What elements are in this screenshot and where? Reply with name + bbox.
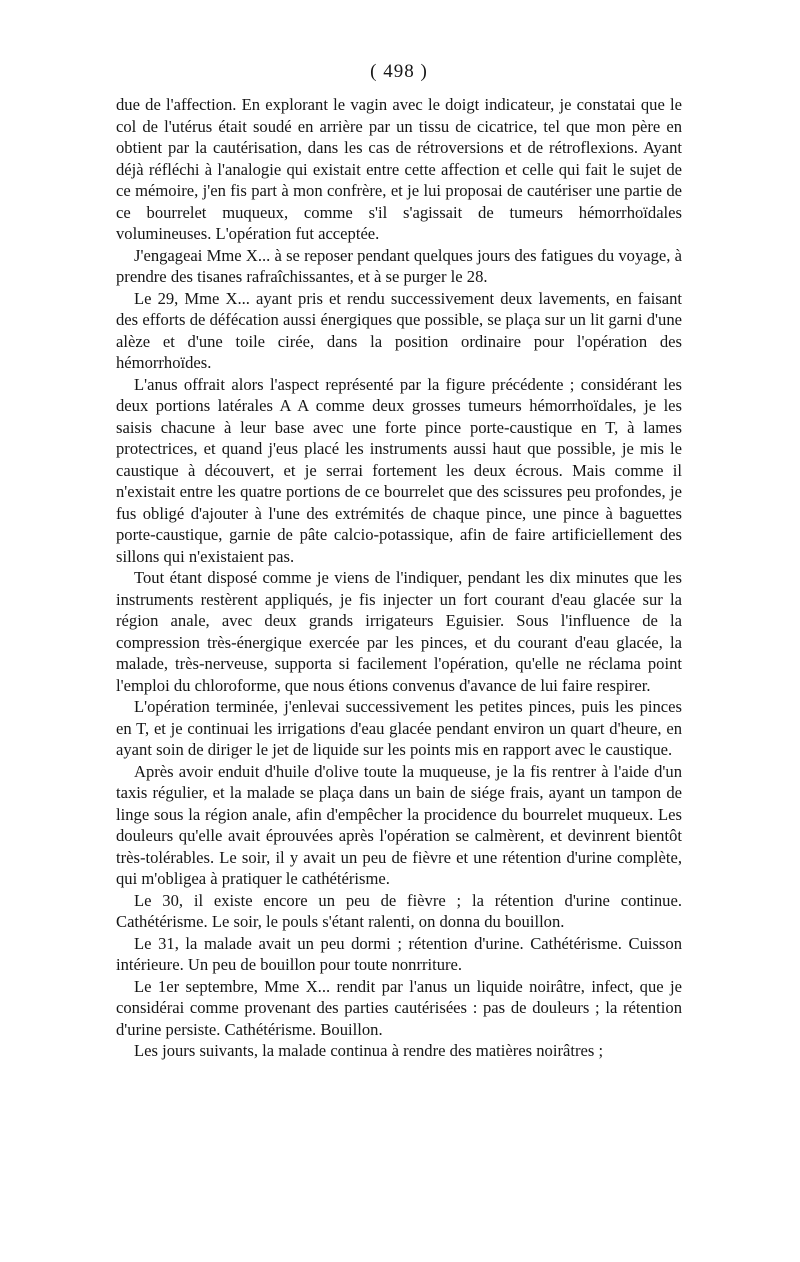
paragraph-10: Le 1er septembre, Mme X... rendit par l'anus un liquide noirâtre, infect, que je considérai comme provenant des parties cautérisées : pas de douleurs ; la rétention d'urine persiste. Cathétérisme. Bouillon. [116,976,682,1039]
page-number: ( 498 ) [370,61,428,82]
paragraph-4: L'anus offrait alors l'aspect représenté par la figure précédente ; considérant les deux portions latérales A A comme deux grosses tumeurs hémorrhoïdales, je les saisis chacune à leur base avec une forte pince porte-caustique en T, à lames protectrices, et quand j'eus placé les instruments aussi haut que possible, je mis le caustique à découvert, et je serrai fortement les deux écrous. Mais comme il n'existait entre les quatre portions de ce bourrelet que des scissures peu profondes, je fus obligé d'ajouter à l'une des extrémités de chaque pince, une pince à baguettes porte-caustique, garnie de pâte calcio-potassique, afin de faire artificiellement des sillons qui n'existaient pas. [116,374,682,566]
paragraph-7: Après avoir enduit d'huile d'olive toute la muqueuse, je la fis rentrer à l'aide d'un taxis régulier, et la malade se plaça dans un bain de siége frais, ayant un tampon de linge sous la région anale, afin d'empêcher la procidence du bourrelet muqueux. Les douleurs qu'elle avait éprouvées après l'opération se calmèrent, et devinrent bientôt très-tolérables. Le soir, il y avait un peu de fièvre et une rétention d'urine complète, qui m'obligea à pratiquer le cathétérisme. [116,761,682,888]
body-text [116,94,682,1062]
book-page [116,60,682,1062]
paragraph-5: Tout étant disposé comme je viens de l'indiquer, pendant les dix minutes que les instruments restèrent appliqués, je fis injecter un fort courant d'eau glacée sur la région anale, avec deux grands irrigateurs Eguisier. Sous l'influence de la compression très-énergique exercée par les pinces, et du courant d'eau glacée, la malade, très-nerveuse, supporta si facilement l'opération, qu'elle ne réclama point l'emploi du chloroforme, que nous étions convenus d'avance de lui faire respirer. [116,568,682,695]
paragraph-8: Le 30, il existe encore un peu de fièvre ; la rétention d'urine continue. Cathétérisme. Le soir, le pouls s'étant ralenti, on donna du bouillon. [116,890,682,931]
paragraph-2: J'engageai Mme X... à se reposer pendant quelques jours des fatigues du voyage, à prendre des tisanes rafraîchissantes, et à se purger le 28. [116,245,682,286]
paragraph-3: Le 29, Mme X... ayant pris et rendu successivement deux lavements, en faisant des efforts de défécation aussi énergiques que possible, se plaça sur un lit garni d'une alèze et d'une toile cirée, dans la position ordinaire pour l'opération des hémorrhoïdes. [116,288,682,372]
paragraph-11: Les jours suivants, la malade continua à rendre des matières noirâtres ; [134,1041,604,1060]
paragraph-1: due de l'affection. En explorant le vagin avec le doigt indicateur, je constatai que le col de l'utérus était soudé en arrière par un tissu de cicatrice, tel que mon père en obtient par la cautérisation, dans les cas de rétroversions et de rétroflexions. Ayant déjà réfléchi à l'analogie qui existait entre cette affection et celle qui fait le sujet de ce mémoire, j'en fis part à mon confrère, et je lui proposai de cautériser une partie de ce bourrelet muqueux, comme s'il s'agissait de tumeurs hémorrhoïdales volumineuses. L'opération fut acceptée. [116,95,682,243]
paragraph-9: Le 31, la malade avait un peu dormi ; rétention d'urine. Cathétérisme. Cuisson intérieure. Un peu de bouillon pour toute nonrriture. [116,933,682,974]
paragraph-6: L'opération terminée, j'enlevai successivement les petites pinces, puis les pinces en T, et je continuai les irrigations d'eau glacée pendant environ un quart d'heure, en ayant soin de diriger le jet de liquide sur les points mis en rapport avec le caustique. [116,697,682,759]
